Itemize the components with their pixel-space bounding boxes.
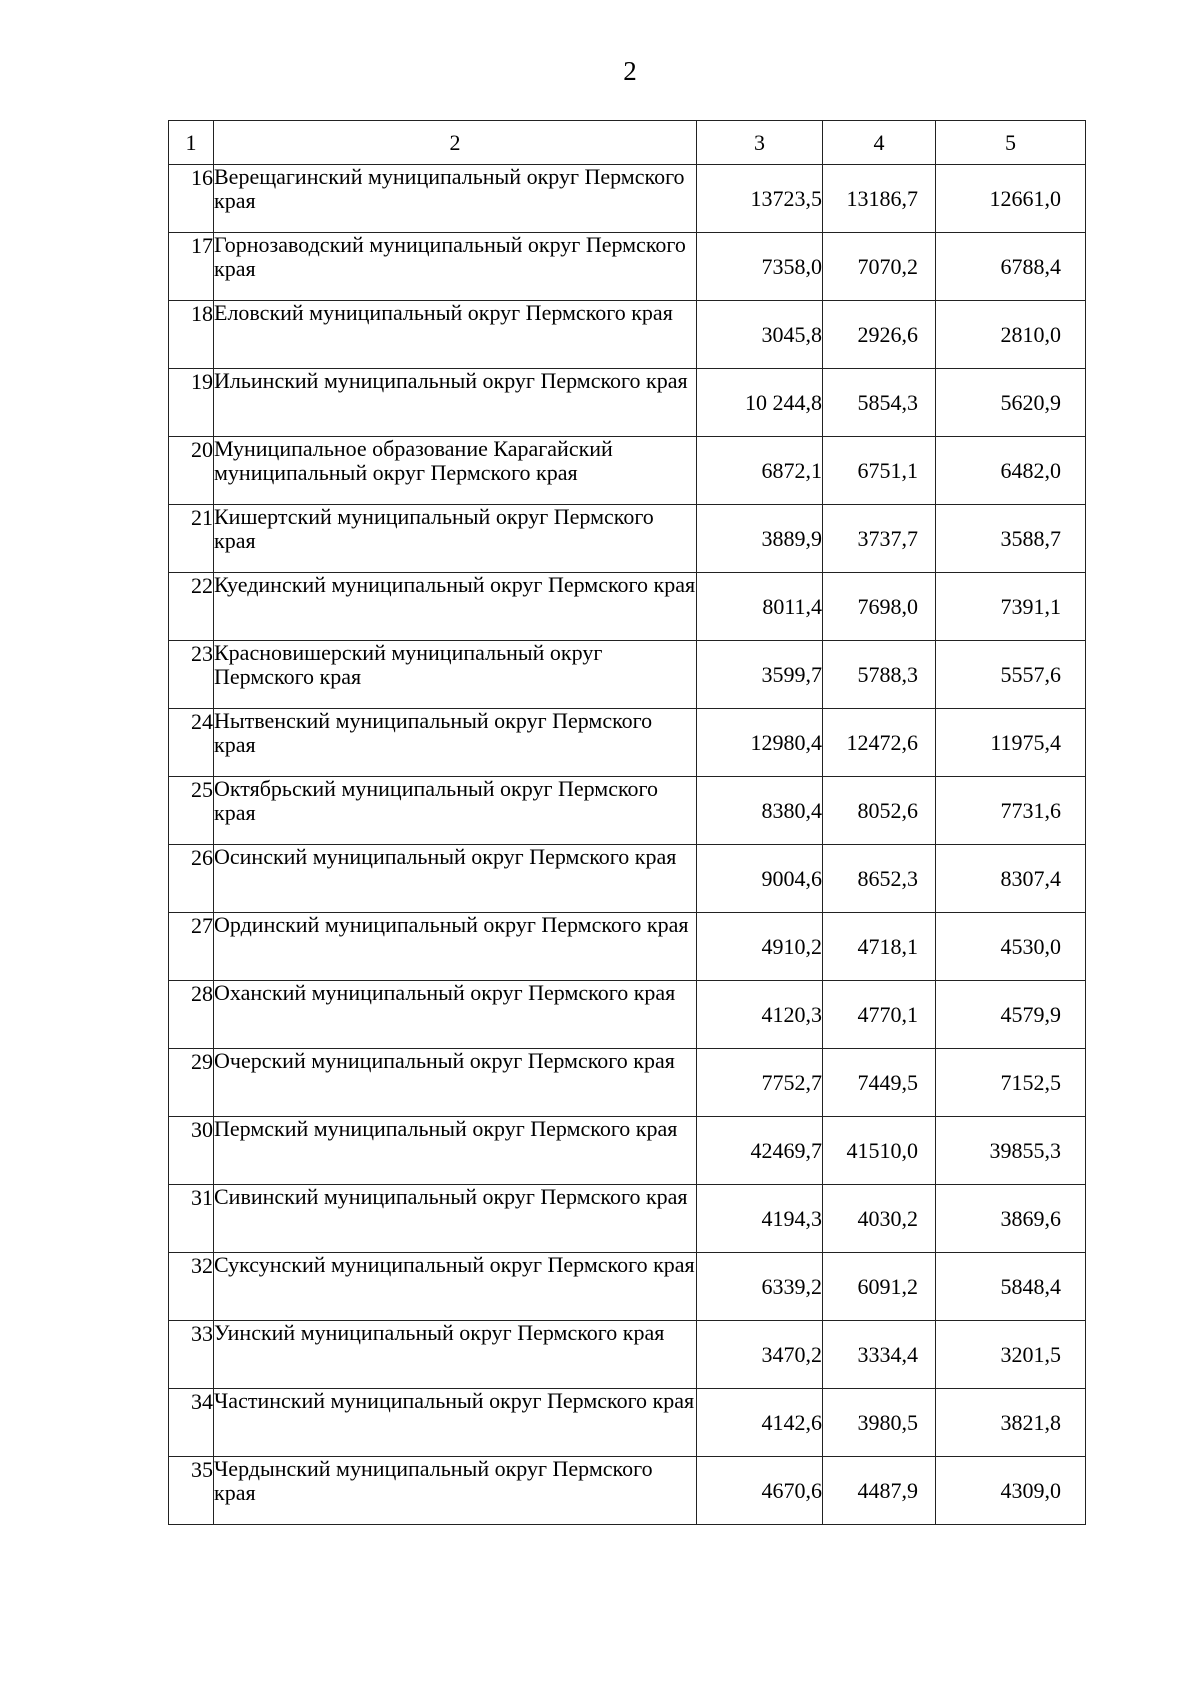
value-cell-col5: 3588,7 xyxy=(936,505,1086,573)
municipality-name-cell: Осинский муниципальный округ Пермского края xyxy=(214,845,697,913)
value-cell-col4: 4487,9 xyxy=(823,1457,936,1525)
value-cell-col5: 11975,4 xyxy=(936,709,1086,777)
value-cell-col5: 3821,8 xyxy=(936,1389,1086,1457)
municipality-name-cell: Еловский муниципальный округ Пермского края xyxy=(214,301,697,369)
municipality-name-cell: Суксунский муниципальный округ Пермского края xyxy=(214,1253,697,1321)
row-number-cell: 18 xyxy=(169,301,214,369)
row-number-cell: 16 xyxy=(169,165,214,233)
value-cell-col3: 6339,2 xyxy=(697,1253,823,1321)
municipality-name-cell: Ильинский муниципальный округ Пермского края xyxy=(214,369,697,437)
municipality-name-cell: Ординский муниципальный округ Пермского края xyxy=(214,913,697,981)
value-cell-col4: 12472,6 xyxy=(823,709,936,777)
data-table xyxy=(168,120,1086,1525)
table-row xyxy=(169,913,1086,981)
row-number-cell: 22 xyxy=(169,573,214,641)
table-row xyxy=(169,1185,1086,1253)
table-row xyxy=(169,301,1086,369)
row-number-cell: 19 xyxy=(169,369,214,437)
column-header: 5 xyxy=(936,121,1086,165)
value-cell-col5: 7731,6 xyxy=(936,777,1086,845)
table-row xyxy=(169,233,1086,301)
row-number-cell: 35 xyxy=(169,1457,214,1525)
value-cell-col5: 5848,4 xyxy=(936,1253,1086,1321)
value-cell-col5: 4530,0 xyxy=(936,913,1086,981)
column-header: 4 xyxy=(823,121,936,165)
table-row xyxy=(169,641,1086,709)
table-row xyxy=(169,845,1086,913)
value-cell-col4: 5788,3 xyxy=(823,641,936,709)
value-cell-col3: 6872,1 xyxy=(697,437,823,505)
value-cell-col5: 6788,4 xyxy=(936,233,1086,301)
value-cell-col4: 6091,2 xyxy=(823,1253,936,1321)
value-cell-col3: 7358,0 xyxy=(697,233,823,301)
value-cell-col3: 10 244,8 xyxy=(697,369,823,437)
value-cell-col3: 8380,4 xyxy=(697,777,823,845)
row-number-cell: 24 xyxy=(169,709,214,777)
value-cell-col3: 3599,7 xyxy=(697,641,823,709)
value-cell-col4: 2926,6 xyxy=(823,301,936,369)
municipality-name-cell: Куединский муниципальный округ Пермского края xyxy=(214,573,697,641)
value-cell-col5: 8307,4 xyxy=(936,845,1086,913)
municipality-name-cell: Горнозаводский муниципальный округ Пермского края xyxy=(214,233,697,301)
table-row xyxy=(169,1457,1086,1525)
table-row xyxy=(169,777,1086,845)
value-cell-col5: 4579,9 xyxy=(936,981,1086,1049)
value-cell-col3: 4120,3 xyxy=(697,981,823,1049)
value-cell-col3: 3045,8 xyxy=(697,301,823,369)
value-cell-col5: 4309,0 xyxy=(936,1457,1086,1525)
value-cell-col3: 4194,3 xyxy=(697,1185,823,1253)
value-cell-col3: 12980,4 xyxy=(697,709,823,777)
municipality-name-cell: Муниципальное образование Карагайский муниципальный округ Пермского края xyxy=(214,437,697,505)
value-cell-col5: 12661,0 xyxy=(936,165,1086,233)
row-number-cell: 26 xyxy=(169,845,214,913)
value-cell-col3: 9004,6 xyxy=(697,845,823,913)
municipality-name-cell: Верещагинский муниципальный округ Пермского края xyxy=(214,165,697,233)
table-row xyxy=(169,505,1086,573)
table-row xyxy=(169,709,1086,777)
value-cell-col3: 4910,2 xyxy=(697,913,823,981)
table-header-row xyxy=(169,121,1086,165)
value-cell-col4: 7449,5 xyxy=(823,1049,936,1117)
municipality-name-cell: Частинский муниципальный округ Пермского края xyxy=(214,1389,697,1457)
municipality-name-cell: Пермский муниципальный округ Пермского края xyxy=(214,1117,697,1185)
value-cell-col5: 5557,6 xyxy=(936,641,1086,709)
row-number-cell: 28 xyxy=(169,981,214,1049)
table-row xyxy=(169,1253,1086,1321)
row-number-cell: 20 xyxy=(169,437,214,505)
row-number-cell: 30 xyxy=(169,1117,214,1185)
table-row xyxy=(169,981,1086,1049)
value-cell-col5: 7391,1 xyxy=(936,573,1086,641)
value-cell-col3: 7752,7 xyxy=(697,1049,823,1117)
column-header: 3 xyxy=(697,121,823,165)
row-number-cell: 25 xyxy=(169,777,214,845)
row-number-cell: 21 xyxy=(169,505,214,573)
column-header: 1 xyxy=(169,121,214,165)
municipality-name-cell: Сивинский муниципальный округ Пермского края xyxy=(214,1185,697,1253)
value-cell-col4: 6751,1 xyxy=(823,437,936,505)
row-number-cell: 17 xyxy=(169,233,214,301)
value-cell-col4: 3334,4 xyxy=(823,1321,936,1389)
table-row xyxy=(169,437,1086,505)
value-cell-col3: 8011,4 xyxy=(697,573,823,641)
value-cell-col4: 8652,3 xyxy=(823,845,936,913)
page-number: 2 xyxy=(623,56,637,86)
row-number-cell: 32 xyxy=(169,1253,214,1321)
value-cell-col3: 4142,6 xyxy=(697,1389,823,1457)
value-cell-col5: 5620,9 xyxy=(936,369,1086,437)
row-number-cell: 29 xyxy=(169,1049,214,1117)
value-cell-col3: 42469,7 xyxy=(697,1117,823,1185)
row-number-cell: 27 xyxy=(169,913,214,981)
municipality-name-cell: Красновишерский муниципальный округ Пермского края xyxy=(214,641,697,709)
table-row xyxy=(169,1049,1086,1117)
value-cell-col4: 4030,2 xyxy=(823,1185,936,1253)
value-cell-col5: 39855,3 xyxy=(936,1117,1086,1185)
row-number-cell: 23 xyxy=(169,641,214,709)
municipality-name-cell: Кишертский муниципальный округ Пермского края xyxy=(214,505,697,573)
municipality-name-cell: Чердынский муниципальный округ Пермского края xyxy=(214,1457,697,1525)
value-cell-col3: 13723,5 xyxy=(697,165,823,233)
value-cell-col5: 6482,0 xyxy=(936,437,1086,505)
column-header: 2 xyxy=(214,121,697,165)
value-cell-col4: 7070,2 xyxy=(823,233,936,301)
municipality-name-cell: Очерский муниципальный округ Пермского края xyxy=(214,1049,697,1117)
value-cell-col3: 3889,9 xyxy=(697,505,823,573)
municipality-name-cell: Уинский муниципальный округ Пермского края xyxy=(214,1321,697,1389)
table-row xyxy=(169,165,1086,233)
value-cell-col5: 3869,6 xyxy=(936,1185,1086,1253)
table-body xyxy=(169,165,1086,1525)
value-cell-col4: 13186,7 xyxy=(823,165,936,233)
row-number-cell: 34 xyxy=(169,1389,214,1457)
value-cell-col4: 3737,7 xyxy=(823,505,936,573)
value-cell-col5: 3201,5 xyxy=(936,1321,1086,1389)
value-cell-col4: 41510,0 xyxy=(823,1117,936,1185)
value-cell-col4: 7698,0 xyxy=(823,573,936,641)
row-number-cell: 31 xyxy=(169,1185,214,1253)
value-cell-col5: 2810,0 xyxy=(936,301,1086,369)
municipality-name-cell: Нытвенский муниципальный округ Пермского края xyxy=(214,709,697,777)
row-number-cell: 33 xyxy=(169,1321,214,1389)
value-cell-col4: 4718,1 xyxy=(823,913,936,981)
value-cell-col4: 3980,5 xyxy=(823,1389,936,1457)
table-row xyxy=(169,1117,1086,1185)
table-row xyxy=(169,369,1086,437)
value-cell-col3: 3470,2 xyxy=(697,1321,823,1389)
table-row xyxy=(169,1389,1086,1457)
table-row xyxy=(169,573,1086,641)
value-cell-col4: 5854,3 xyxy=(823,369,936,437)
municipality-name-cell: Оханский муниципальный округ Пермского края xyxy=(214,981,697,1049)
value-cell-col5: 7152,5 xyxy=(936,1049,1086,1117)
municipality-name-cell: Октябрьский муниципальный округ Пермского края xyxy=(214,777,697,845)
value-cell-col3: 4670,6 xyxy=(697,1457,823,1525)
value-cell-col4: 4770,1 xyxy=(823,981,936,1049)
value-cell-col4: 8052,6 xyxy=(823,777,936,845)
table-row xyxy=(169,1321,1086,1389)
